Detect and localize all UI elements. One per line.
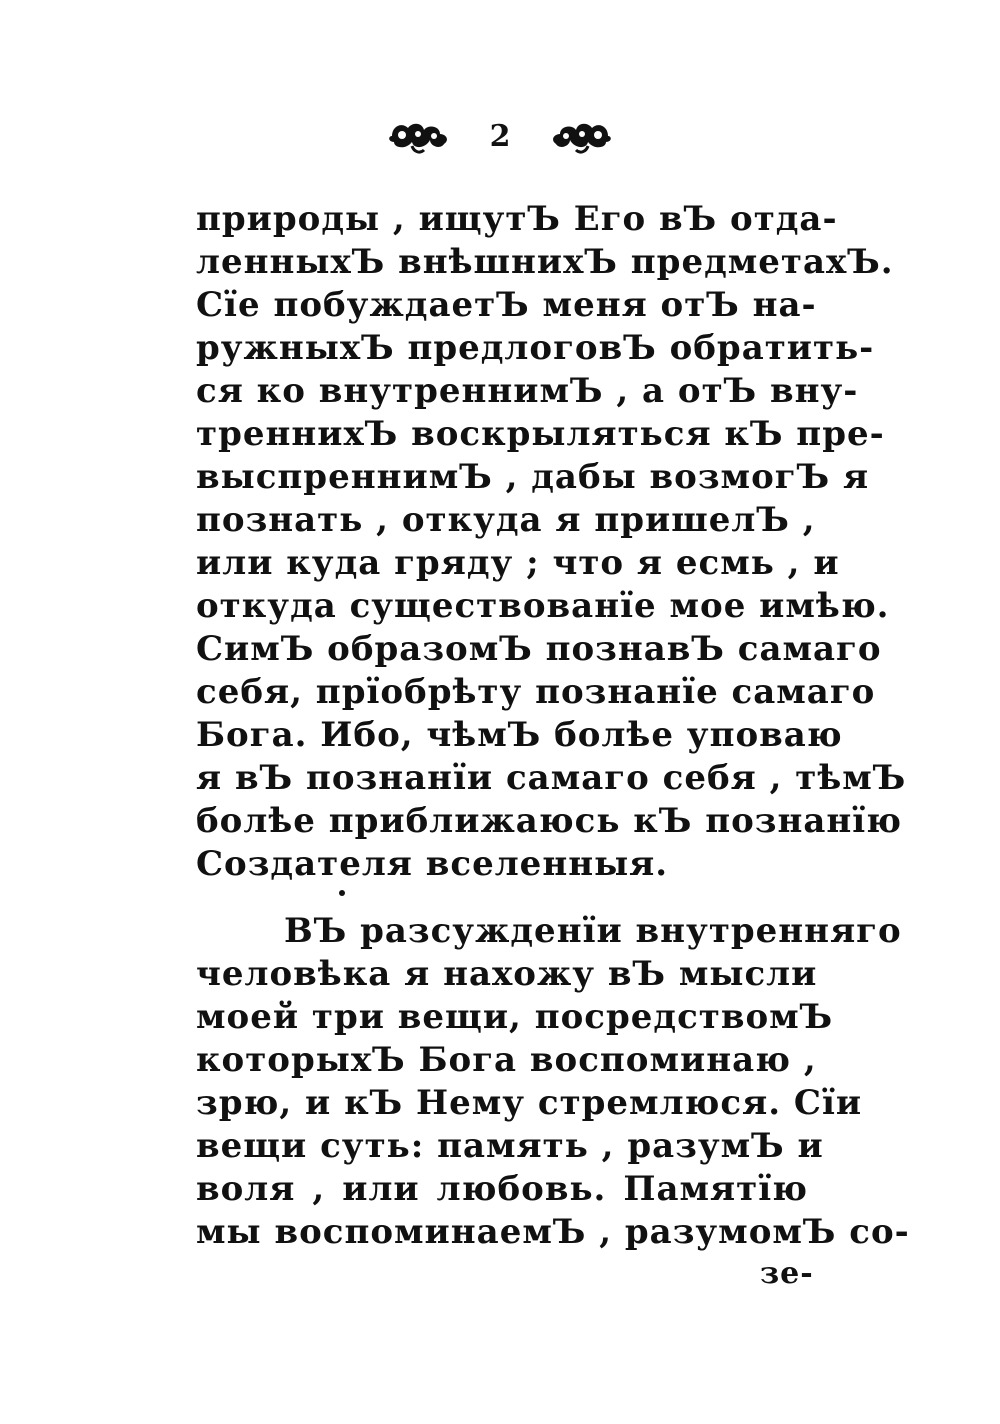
fleuron-right-icon (546, 116, 616, 156)
text-line: ружныхЪ предлоговЪ обратить- (196, 328, 875, 368)
text-line: воля , или любовь. Памятїю (196, 1169, 808, 1209)
text-line: откуда существованїе мое имѣю. (196, 586, 890, 626)
text-line: СимЪ образомЪ познавЪ самаго (196, 629, 882, 669)
text-line: себя, прїобрѣту познанїе самаго (196, 672, 876, 712)
catchword: зе- (760, 1256, 814, 1291)
text-line: зрю, и кЪ Нему стремлюся. Сїи (196, 1083, 863, 1123)
text-line: ВЪ разсужденїи внутренняго (284, 911, 902, 951)
text-line: Бога. Ибо, чѣмЪ болѣе уповаю (196, 715, 843, 755)
text-line: треннихЪ воскрыляться кЪ пре- (196, 414, 885, 454)
stray-dot-mark (339, 890, 345, 896)
text-line: болѣе приближаюсь кЪ познанїю (196, 801, 903, 841)
text-line: Создателя вселенныя. (196, 844, 669, 884)
text-line: или куда гряду ; что я есмь , и (196, 543, 840, 583)
text-line: познать , откуда я пришелЪ , (196, 500, 816, 540)
text-line: которыхЪ Бога воспоминаю , (196, 1040, 817, 1080)
text-line: природы , ищутЪ Его вЪ отда- (196, 199, 838, 239)
paragraph-2 (196, 910, 910, 1254)
text-line: человѣка я нахожу вЪ мысли (196, 954, 818, 994)
text-line: я вЪ познанїи самаго себя , тѣмЪ (196, 758, 907, 798)
text-line: ся ко внутреннимЪ , а отЪ вну- (196, 371, 859, 411)
text-line: выспреннимЪ , дабы возмогЪ я (196, 457, 870, 497)
text-line: вещи суть: память , разумЪ и (196, 1126, 824, 1166)
paragraph-1 (196, 198, 907, 886)
text-line: моей три вещи, посредствомЪ (196, 997, 834, 1037)
text-line: Сїе побуждаетЪ меня отЪ на- (196, 285, 817, 325)
page-header (0, 106, 1000, 166)
page-number: 2 (489, 118, 511, 154)
fleuron-left-icon (384, 116, 454, 156)
text-line: мы воспоминаемЪ , разумомЪ со- (196, 1212, 910, 1252)
text-line: ленныхЪ внѣшнихЪ предметахЪ. (196, 242, 894, 282)
